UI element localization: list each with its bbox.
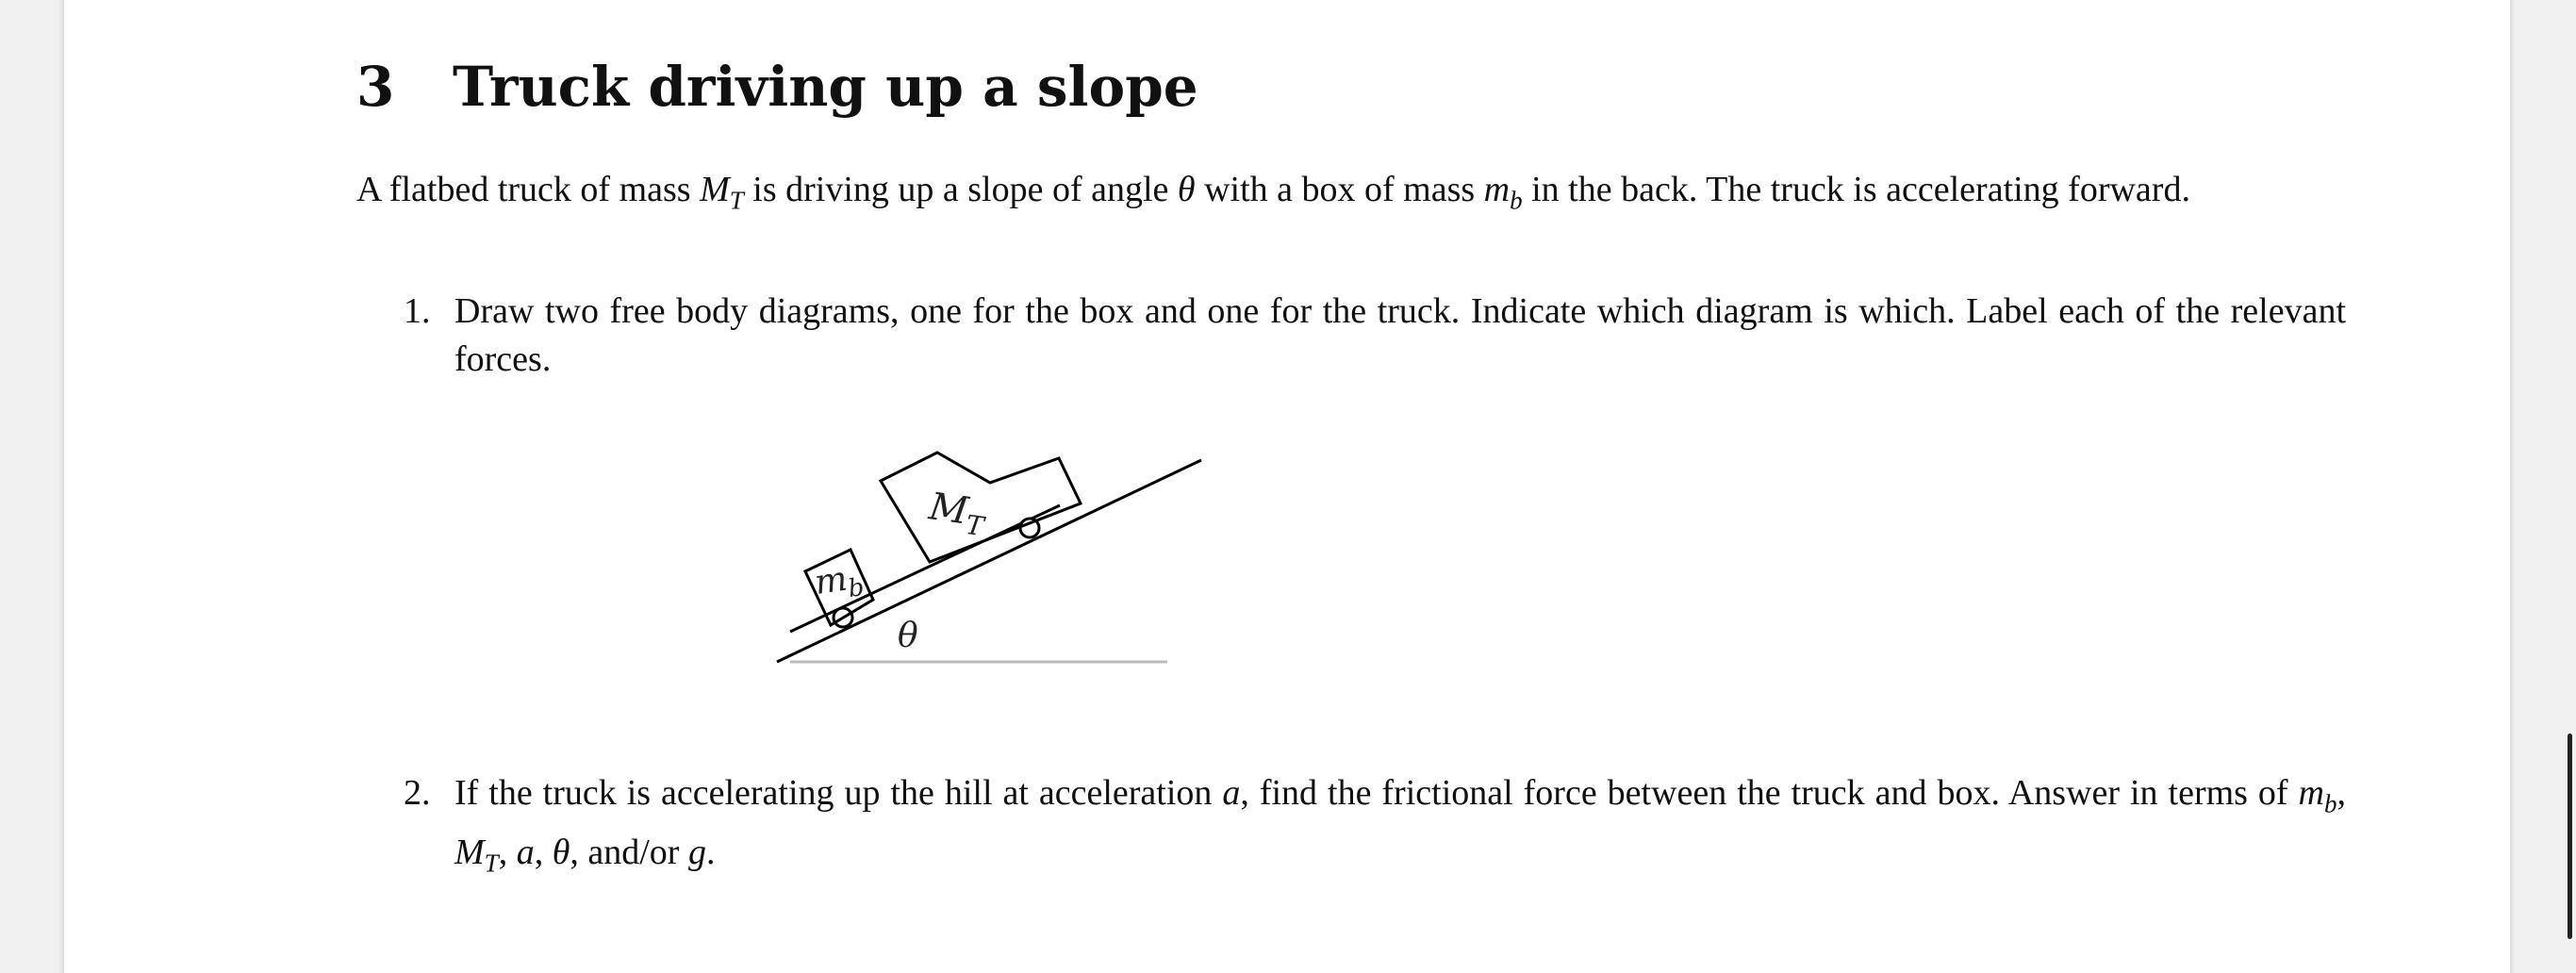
section-number: 3 — [356, 55, 395, 119]
math-var: m — [2298, 773, 2324, 813]
truck-cab — [881, 453, 1081, 562]
item-text-part: , — [498, 832, 517, 872]
math-subscript: T — [729, 186, 744, 215]
intro-paragraph — [356, 166, 2346, 225]
vertical-scrollbar[interactable] — [2563, 0, 2576, 973]
item-text-part: , — [534, 832, 553, 872]
math-var: M — [454, 832, 485, 872]
angle-label: θ — [898, 617, 918, 655]
box-label: $m_b$ — [812, 559, 867, 604]
section-title: Truck driving up a slope — [453, 55, 1198, 119]
item-text-part: , — [2337, 773, 2346, 813]
math-subscript: b — [1510, 186, 1523, 215]
item-text-part: . — [705, 832, 716, 872]
intro-text: A flatbed truck of mass — [356, 170, 701, 209]
math-var: g — [687, 832, 706, 872]
section-heading — [356, 47, 1198, 126]
item-number: 2. — [404, 773, 431, 813]
math-var: a — [516, 832, 535, 872]
intro-text: in the back. The truck is accelerating forward. — [1522, 170, 2190, 209]
item-text — [454, 769, 2346, 887]
item-text-part: If the truck is accelerating up the hill at acceleration — [454, 773, 1223, 813]
math-var: θ — [552, 832, 570, 872]
math-subscript: b — [2323, 789, 2337, 818]
item-text-part: , find the frictional force between the truck and box. Answer in terms of — [1240, 773, 2299, 813]
intro-text: with a box of mass — [1195, 170, 1484, 209]
slope-diagram — [760, 424, 1213, 679]
item-text: Draw two free body diagrams, one for the box and one for the truck. Indicate which diagram is which. Label each of the relevant forces. — [454, 291, 2346, 379]
item-text-part: , and/or — [570, 832, 688, 872]
math-var: M — [700, 170, 730, 209]
scrollbar-thumb[interactable] — [2568, 734, 2572, 939]
item-number: 1. — [404, 291, 431, 331]
intro-text: is driving up a slope of angle — [743, 170, 1178, 209]
math-subscript: T — [484, 849, 499, 878]
truck-label: $M_T$ — [926, 485, 986, 543]
math-var: m — [1483, 170, 1511, 209]
math-var: θ — [1177, 170, 1196, 209]
math-var: a — [1222, 773, 1241, 813]
document-page — [64, 0, 2510, 973]
